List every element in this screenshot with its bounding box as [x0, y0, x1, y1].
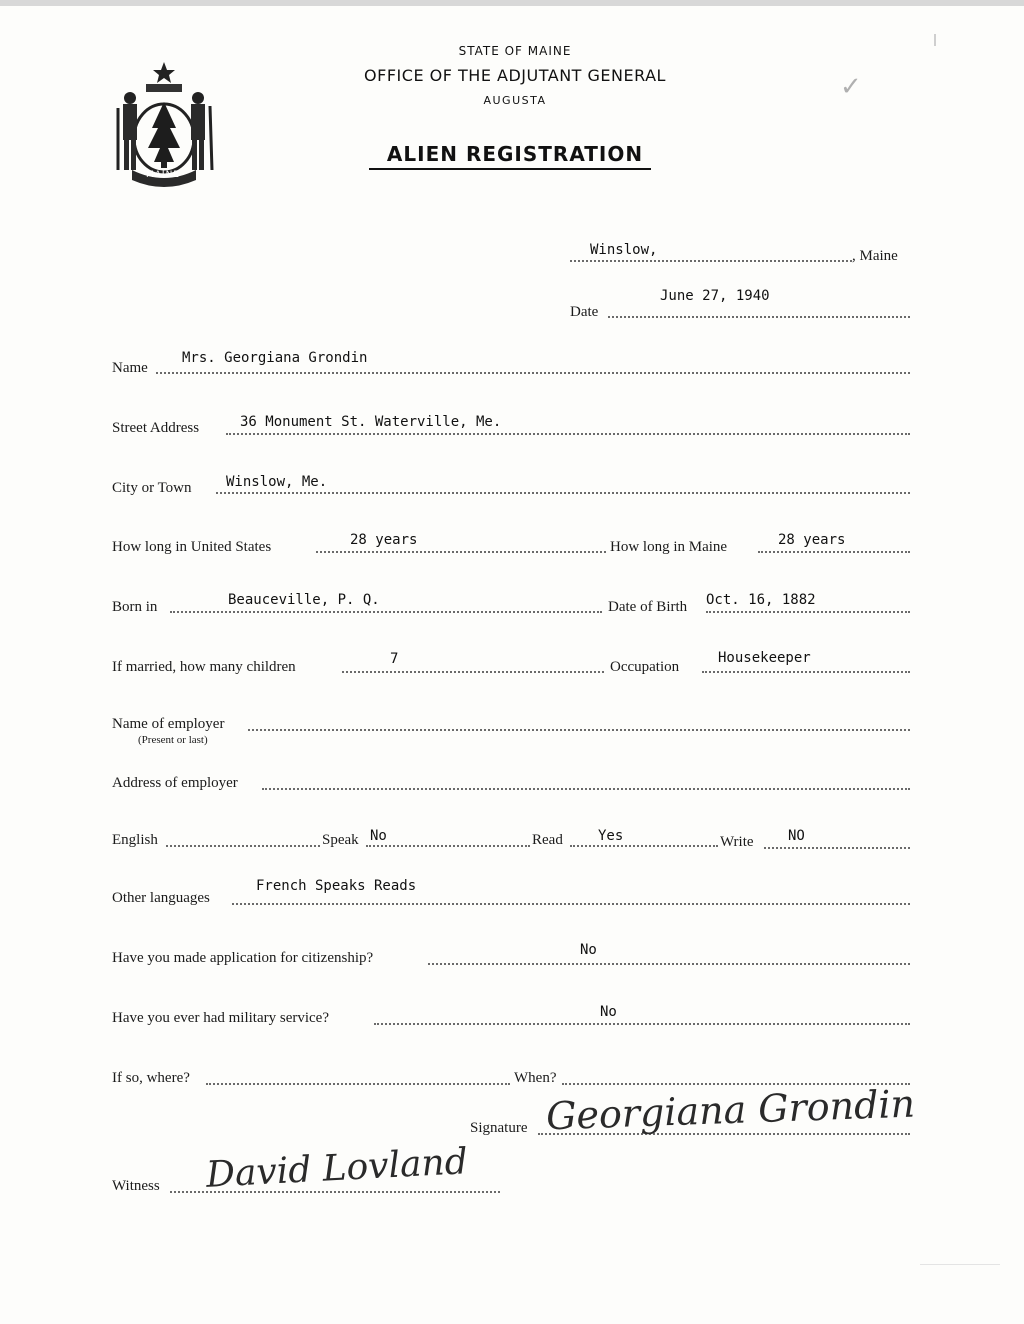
write-value: NO [788, 828, 805, 844]
employer-sub-label: (Present or last) [138, 734, 208, 746]
other-languages-line [232, 903, 910, 905]
name-label: Name [112, 360, 148, 376]
state-heading: STATE OF MAINE [458, 44, 572, 58]
check-mark-icon: ✓ [840, 72, 862, 102]
city-line [216, 492, 910, 494]
born-value: Beauceville, P. Q. [228, 592, 380, 608]
when-label: When? [514, 1070, 557, 1086]
born-line [170, 611, 602, 613]
speak-line [366, 845, 530, 847]
employer-label: Name of employer [112, 716, 225, 732]
read-line [570, 845, 718, 847]
employer-address-label: Address of employer [112, 775, 238, 791]
read-value: Yes [598, 828, 624, 844]
us-value: 28 years [350, 532, 418, 548]
military-value: No [600, 1004, 617, 1020]
street-line [226, 433, 910, 435]
maine-long-line [758, 551, 910, 553]
maine-long-value: 28 years [778, 532, 846, 548]
scan-edge-mark [920, 1264, 1000, 1265]
scan-mark [934, 34, 936, 46]
street-value: 36 Monument St. Waterville, Me. [240, 414, 502, 430]
city-label: City or Town [112, 480, 192, 496]
speak-value: No [370, 828, 387, 844]
name-value: Mrs. Georgiana Grondin [182, 350, 368, 366]
title-underline [369, 168, 651, 170]
date-label: Date [570, 304, 599, 320]
office-heading: OFFICE OF THE ADJUTANT GENERAL [364, 66, 666, 85]
date-line [608, 316, 910, 318]
us-label: How long in United States [112, 539, 272, 555]
dob-line [706, 611, 910, 613]
where-line [206, 1083, 510, 1085]
us-line [316, 551, 606, 553]
other-languages-value: French Speaks Reads [256, 878, 417, 894]
street-label: Street Address [112, 420, 200, 436]
read-label: Read [532, 832, 563, 848]
where-label: If so, where? [112, 1070, 190, 1086]
write-line [764, 847, 910, 849]
occupation-label: Occupation [610, 659, 680, 675]
scan-edge [0, 0, 1024, 6]
english-label: English [112, 832, 158, 848]
citizenship-value: No [580, 942, 597, 958]
speak-label: Speak [322, 832, 359, 848]
english-line [166, 845, 320, 847]
occupation-line [702, 671, 910, 673]
employer-line [248, 729, 910, 731]
children-label: If married, how many children [112, 659, 296, 675]
town-value: Winslow, [590, 242, 658, 258]
citizenship-label: Have you made application for citizenship? [112, 950, 374, 966]
born-label: Born in [112, 599, 158, 615]
seal-text: MAINE [146, 170, 180, 180]
signature-value: Georgiana Grondin [545, 1081, 916, 1139]
write-label: Write [720, 834, 754, 850]
military-label: Have you ever had military service? [112, 1010, 329, 1026]
city-heading: AUGUSTA [483, 94, 547, 107]
form-title: ALIEN REGISTRATION [386, 142, 644, 166]
employer-address-line [262, 788, 910, 790]
citizenship-line [428, 963, 910, 965]
name-line [156, 372, 910, 374]
dob-label: Date of Birth [608, 599, 688, 615]
children-line [342, 671, 604, 673]
dob-value: Oct. 16, 1882 [706, 592, 816, 608]
witness-label: Witness [112, 1178, 160, 1194]
occupation-value: Housekeeper [718, 650, 811, 666]
children-value: 7 [390, 651, 399, 667]
date-value: June 27, 1940 [660, 288, 770, 304]
maine-label: , Maine [852, 248, 898, 264]
military-line [374, 1023, 910, 1025]
maine-long-label: How long in Maine [610, 539, 728, 555]
town-line [570, 260, 852, 262]
other-languages-label: Other languages [112, 890, 210, 906]
city-value: Winslow, Me. [226, 474, 328, 490]
witness-value: David Lovland [205, 1141, 469, 1196]
signature-label: Signature [470, 1120, 528, 1136]
